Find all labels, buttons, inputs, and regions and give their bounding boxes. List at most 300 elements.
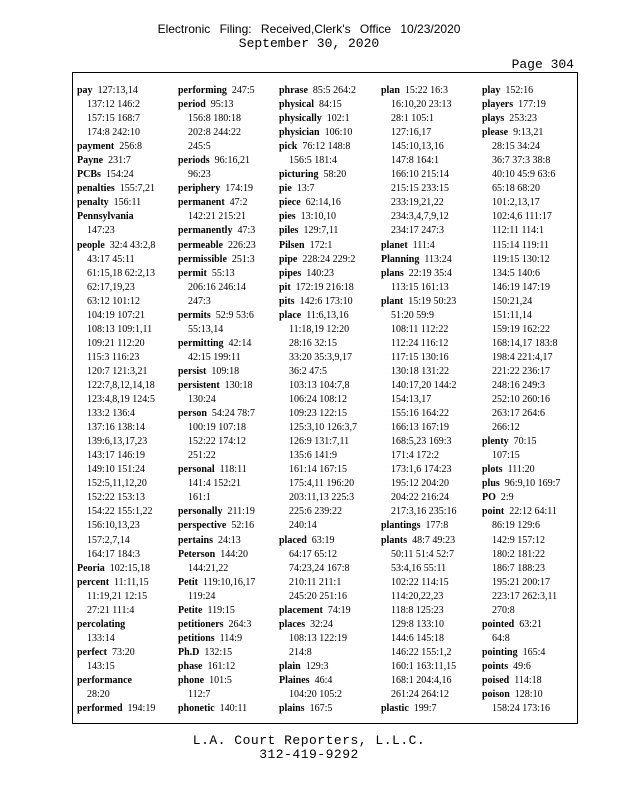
index-term: permissible	[178, 253, 227, 265]
page-line-ref: 194:19	[127, 703, 156, 714]
page-line-ref: 76:12 148:8	[302, 141, 351, 153]
page-line-ref: 115:3 116:23	[87, 351, 140, 363]
page-line-ref: 125:3,10 126:3,7	[289, 422, 358, 434]
page-line-ref: 36:7 37:3 38:8	[492, 155, 551, 167]
page-line-ref: 137:16 138:14	[87, 422, 146, 434]
page-line-ref: 137:12 146:2	[87, 99, 141, 111]
index-entry	[279, 140, 374, 168]
page-line-ref: 156:10,13,23	[87, 520, 140, 532]
page-line-ref: 46:4	[314, 674, 333, 686]
page-line-ref: 74:23,24 167:8	[289, 562, 350, 574]
index-term: poison	[482, 689, 510, 701]
index-entry	[482, 98, 577, 112]
index-term: plan	[381, 85, 400, 96]
page-line-ref: 186:7 188:23	[492, 562, 546, 574]
page-line-ref: 127:16,17	[391, 127, 432, 139]
page-line-ref: 146:22 155:1,2	[391, 646, 452, 658]
index-term: phrase	[279, 85, 308, 96]
index-entry	[178, 98, 273, 154]
page-line-ref: 106:24 108:12	[289, 394, 348, 406]
index-term: poised	[482, 674, 510, 686]
index-term: plots	[482, 464, 503, 476]
index-column-5	[482, 84, 577, 714]
page-line-ref: 174:19	[225, 183, 253, 195]
index-entry	[279, 295, 374, 309]
index-column-3	[279, 84, 374, 714]
page-line-ref: 168:5,23 169:3	[391, 436, 452, 448]
page-line-ref: 175:4,11 196:20	[289, 478, 355, 490]
page-line-ref: 61:15,18 62:2,13	[87, 267, 156, 279]
index-entry	[178, 660, 273, 674]
index-term: piece	[279, 197, 301, 209]
page-line-ref: 28:20	[87, 689, 110, 701]
page-line-ref: 130:24	[188, 394, 216, 406]
index-term: Peoria	[77, 562, 105, 574]
index-entry	[178, 505, 273, 519]
index-term: permitting	[178, 337, 224, 349]
page-line-ref: 129:7,11	[303, 225, 339, 237]
page-line-ref: 158:24 173:16	[492, 703, 551, 714]
page-line-ref: 112:7	[188, 689, 211, 701]
page-line-ref: 109:18	[211, 365, 240, 377]
index-term: plants	[381, 534, 408, 546]
index-term: Plaines	[279, 674, 310, 686]
index-term: pipes	[279, 267, 302, 279]
index-entry	[178, 618, 273, 632]
page-line-ref: 130:18	[224, 379, 253, 391]
index-entry	[381, 534, 476, 703]
page-line-ref: 251:22	[188, 450, 216, 462]
page-line-ref: 195:21 200:17	[492, 576, 551, 588]
index-entry	[178, 154, 273, 182]
index-term: periphery	[178, 183, 221, 195]
page-line-ref: 62:14,16	[305, 197, 341, 209]
page-line-ref: 9:13,21	[513, 127, 544, 139]
page-line-ref: 27:21 111:4	[87, 604, 135, 616]
index-entry	[381, 519, 476, 533]
index-entry	[178, 365, 273, 379]
page-line-ref: 253:23	[509, 113, 538, 125]
page-line-ref: 119:15	[207, 604, 235, 616]
page-line-ref: 177:19	[518, 99, 546, 111]
index-term: phone	[178, 674, 205, 686]
page-line-ref: 180:2 181:22	[492, 548, 546, 560]
page-line-ref: 225:6 239:22	[289, 506, 343, 518]
page-line-ref: 154:22 155:1,22	[87, 506, 153, 518]
page-line-ref: 58:20	[323, 169, 347, 181]
index-entry	[178, 196, 273, 224]
page-line-ref: 156:8 180:18	[188, 113, 242, 125]
index-entry	[279, 112, 374, 126]
page-line-ref: 142:21 215:21	[188, 211, 247, 223]
index-term: plastic	[381, 703, 409, 714]
index-entry	[279, 534, 374, 604]
index-term: plays	[482, 113, 505, 125]
index-entry	[381, 295, 476, 520]
index-term: Planning	[381, 253, 420, 265]
page-line-ref: 108:13 109:1,11	[87, 323, 153, 335]
index-term: players	[482, 99, 514, 111]
page-line-ref: 111:4	[412, 239, 435, 251]
page-line-ref: 172:19 216:18	[295, 281, 354, 293]
page-line-ref: 11:19,21 12:15	[87, 590, 148, 602]
page-line-ref: 118:8 125:23	[391, 604, 444, 616]
page-line-ref: 247:3	[188, 295, 211, 307]
index-entry	[482, 646, 577, 660]
index-entry	[482, 505, 577, 617]
index-term: please	[482, 127, 509, 139]
page-line-ref: 234:3,4,7,9,12	[391, 211, 449, 223]
index-term: permanent	[178, 197, 225, 209]
index-term: performed	[77, 703, 123, 714]
page-line-ref: 114:9	[219, 632, 243, 644]
index-column-1	[77, 84, 172, 714]
page-line-ref: 40:10 45:9 63:6	[492, 169, 556, 181]
index-term: pies	[279, 211, 296, 223]
page-line-ref: 112:24 116:12	[391, 337, 449, 349]
index-term: permits	[178, 309, 211, 321]
index-entry	[279, 702, 374, 714]
page-line-ref: 50:11 51:4 52:7	[391, 548, 454, 560]
page-line-ref: 52:9 53:6	[215, 309, 254, 321]
index-term: pie	[279, 183, 292, 195]
index-entry	[178, 702, 273, 714]
index-term: perspective	[178, 520, 227, 532]
page-line-ref: 114:18	[514, 674, 542, 686]
page-line-ref: 47:3	[237, 225, 256, 237]
page-line-ref: 166:10 215:14	[391, 169, 450, 181]
index-term: play	[482, 85, 501, 96]
index-entry	[482, 84, 577, 98]
index-entry	[279, 98, 374, 112]
page-line-ref: 202:8 244:22	[188, 127, 242, 139]
page-line-ref: 140:23	[306, 267, 335, 279]
page-line-ref: 144:6 145:18	[391, 632, 445, 644]
page-line-ref: 211:19	[227, 506, 255, 518]
page-line-ref: 119:10,16,17	[203, 576, 256, 588]
page-line-ref: 256:8	[119, 141, 143, 153]
page-line-ref: 164:17 184:3	[87, 548, 141, 560]
page-line-ref: 157:15 168:7	[87, 113, 141, 125]
page-line-ref: 74:19	[327, 604, 351, 616]
index-term: plant	[381, 295, 404, 307]
page-line-ref: 142:9 157:12	[492, 534, 546, 546]
index-entry	[77, 239, 172, 562]
index-term: phase	[178, 660, 203, 672]
page-line-ref: 100:19 107:18	[188, 422, 247, 434]
index-term: petitions	[178, 632, 215, 644]
page-line-ref: 226:23	[228, 239, 256, 251]
index-entry	[178, 646, 273, 660]
page-line-ref: 195:12 204:20	[391, 478, 450, 490]
page-line-ref: 24:13	[218, 534, 241, 546]
index-entry	[279, 168, 374, 182]
page-line-ref: 247:5	[231, 85, 255, 96]
index-entry	[482, 491, 577, 505]
index-entry	[77, 182, 172, 196]
page-line-ref: 155:7,21	[119, 183, 156, 195]
page-line-ref: 28:15 34:24	[492, 141, 541, 153]
page-line-ref: 15:22 16:3	[404, 85, 448, 96]
page-line-ref: 144:21,22	[188, 562, 229, 574]
index-entry	[77, 674, 172, 702]
page-line-ref: 171:4 172:2	[391, 450, 440, 462]
page-line-ref: 28:1 105:1	[391, 113, 435, 125]
index-term: plantings	[381, 520, 421, 532]
page-line-ref: 52:16	[231, 520, 255, 532]
index-term: penalty	[77, 197, 109, 209]
index-entry	[178, 379, 273, 407]
page-line-ref: 119:24	[188, 590, 216, 602]
page-line-ref: 133:2 136:4	[87, 408, 136, 420]
page-line-ref: 120:7 121:3,21	[87, 365, 148, 377]
index-term: physically	[279, 113, 322, 125]
page-line-ref: 73:20	[111, 646, 135, 658]
page-line-ref: 206:16 246:14	[188, 281, 247, 293]
index-term: percolating	[77, 618, 126, 630]
page-line-ref: 172:1	[309, 239, 333, 251]
page-line-ref: 231:7	[108, 155, 131, 167]
index-term: pipe	[279, 253, 298, 265]
page-line-ref: 95:13	[210, 99, 234, 111]
page-line-ref: 2:9	[500, 492, 514, 504]
page-line-ref: 129:8 133:10	[391, 618, 445, 630]
index-term: PCBs	[77, 169, 101, 181]
page-line-ref: 106:10	[324, 127, 353, 139]
page-line-ref: 147:8 164:1	[391, 155, 440, 167]
index-entry	[178, 84, 273, 98]
page-line-ref: 144:20	[220, 548, 248, 560]
page-line-ref: 102:15,18	[109, 562, 151, 574]
page-line-ref: 223:17 262:3,11	[492, 590, 558, 602]
index-term: pointed	[482, 618, 515, 630]
page-line-ref: 152:16	[505, 85, 534, 96]
page-line-ref: 122:7,8,12,14,18	[87, 379, 155, 391]
page-line-ref: 214:8	[289, 646, 312, 658]
page-line-ref: 96:23	[188, 169, 211, 181]
page-line-ref: 108:13 122:19	[289, 632, 348, 644]
page-line-ref: 166:13 167:19	[391, 422, 450, 434]
page-line-ref: 54:24 78:7	[211, 408, 255, 420]
index-term: percent	[77, 576, 110, 588]
page-line-ref: 55:13,14	[188, 323, 224, 335]
word-index	[73, 84, 578, 714]
page-line-ref: 127:13,14	[97, 85, 138, 96]
index-entry	[279, 196, 374, 210]
page-line-ref: 134:5 140:6	[492, 267, 541, 279]
page-line-ref: 252:10 260:16	[492, 394, 551, 406]
index-term: personal	[178, 464, 215, 476]
index-entry	[381, 239, 476, 253]
page-number: Page 304	[511, 57, 574, 72]
index-entry	[482, 112, 577, 126]
index-term: pertains	[178, 534, 213, 546]
index-entry	[381, 702, 476, 714]
page-line-ref: 102:22 114:15	[391, 576, 449, 588]
index-entry	[178, 548, 273, 576]
page-line-ref: 248:16 249:3	[492, 379, 546, 391]
index-term: physician	[279, 127, 320, 139]
index-term: pits	[279, 295, 295, 307]
page-line-ref: 113:15 161:13	[391, 281, 449, 293]
page-line-ref: 51:20 59:9	[391, 309, 435, 321]
page-line-ref: 101:2,13,17	[492, 197, 540, 209]
index-term: performance	[77, 674, 132, 686]
page-line-ref: 13:7	[296, 183, 315, 195]
page-line-ref: 128:10	[514, 689, 543, 701]
page-line-ref: 151:11,14	[492, 309, 532, 321]
page-line-ref: 161:12	[207, 660, 236, 672]
page-line-ref: 22:19 35:4	[408, 267, 452, 279]
page-line-ref: 204:22 216:24	[391, 492, 450, 504]
index-entry	[482, 688, 577, 714]
index-column-2	[178, 84, 273, 714]
page-line-ref: 32:24	[310, 618, 333, 630]
page-line-ref: 139:6,13,17,23	[87, 436, 148, 448]
page-line-ref: 264:3	[228, 618, 252, 630]
index-entry	[178, 632, 273, 646]
index-term: pick	[279, 141, 298, 153]
page-line-ref: 11:6,13,16	[306, 309, 349, 321]
index-term: point	[482, 506, 505, 518]
page-line-ref: 157:2,7,14	[87, 534, 130, 546]
page-line-ref: 165:4	[522, 646, 546, 658]
index-term: placement	[279, 604, 323, 616]
index-term: points	[482, 660, 509, 672]
index-term: petitioners	[178, 618, 224, 630]
page-line-ref: 70:15	[513, 436, 537, 448]
page-line-ref: 145:10,13,16	[391, 141, 444, 153]
index-entry	[482, 674, 577, 688]
page-line-ref: 129:3	[305, 660, 329, 672]
index-term: picturing	[279, 169, 319, 181]
page-line-ref: 115:14 119:11	[492, 239, 549, 251]
page-line-ref: 154:13,17	[391, 394, 432, 406]
page-line-ref: 135:6 141:9	[289, 450, 338, 462]
index-entry	[482, 477, 577, 491]
index-entry	[279, 281, 374, 295]
page-line-ref: 65:18 68:20	[492, 183, 541, 195]
index-entry	[178, 309, 273, 337]
index-term: permanently	[178, 225, 233, 237]
page-line-ref: 107:15	[492, 450, 520, 462]
page-line-ref: 111:20	[507, 464, 535, 476]
index-entry	[279, 224, 374, 238]
index-entry	[77, 196, 172, 210]
page-line-ref: 123:4,8,19 124:5	[87, 394, 156, 406]
index-term: Peterson	[178, 548, 216, 560]
index-entry	[77, 154, 172, 168]
index-entry	[178, 407, 273, 463]
page-line-ref: 28:16 32:15	[289, 337, 338, 349]
page-line-ref: 64:17 65:12	[289, 548, 338, 560]
index-entry	[178, 604, 273, 618]
page-line-ref: 234:17 247:3	[391, 225, 445, 237]
page-line-ref: 215:15 233:15	[391, 183, 450, 195]
page-line-ref: 11:11,15	[114, 576, 149, 588]
index-entry	[279, 267, 374, 281]
index-term: person	[178, 408, 207, 420]
index-term: pay	[77, 85, 93, 96]
page-line-ref: 108:11 112:22	[391, 323, 449, 335]
index-term: pointing	[482, 646, 518, 658]
index-term: plain	[279, 660, 301, 672]
index-term: people	[77, 239, 105, 251]
page-line-ref: 47:2	[229, 197, 248, 209]
index-entry	[381, 253, 476, 267]
index-entry	[178, 463, 273, 505]
page-line-ref: 118:11	[219, 464, 247, 476]
page-line-ref: 43:17 45:11	[87, 253, 135, 265]
index-entry	[381, 84, 476, 239]
index-entry	[279, 182, 374, 196]
page-line-ref: 85:5 264:2	[312, 85, 356, 96]
page-line-ref: 53:4,16 55:11	[391, 562, 447, 574]
page-line-ref: 113:24	[424, 253, 452, 265]
index-term: personally	[178, 506, 223, 518]
index-entry	[178, 337, 273, 365]
index-term: places	[279, 618, 306, 630]
page-line-ref: 13:10,10	[300, 211, 336, 223]
page-line-ref: 155:16 164:22	[391, 408, 450, 420]
page-line-ref: 198:4 221:4,17	[492, 351, 553, 363]
page-line-ref: 48:7 49:23	[412, 534, 456, 546]
index-entry	[279, 210, 374, 224]
page-line-ref: 63:19	[311, 534, 335, 546]
page-line-ref: 109:23 122:15	[289, 408, 348, 420]
page-line-ref: 154:24	[105, 169, 134, 181]
index-entry	[279, 674, 374, 702]
index-term: phonetic	[178, 703, 215, 714]
page-line-ref: 102:1	[326, 113, 350, 125]
page-line-ref: 203:11,13 225:3	[289, 492, 355, 504]
page-line-ref: 42:15 199:11	[188, 351, 241, 363]
page-line-ref: 240:14	[289, 520, 317, 532]
index-entry	[482, 463, 577, 477]
index-entry	[77, 618, 172, 646]
page-line-ref: 251:3	[231, 253, 255, 265]
page-line-ref: 160:1 163:11,15	[391, 660, 457, 672]
index-entry	[178, 239, 273, 253]
page-line-ref: 119:15 130:12	[492, 253, 550, 265]
page-line-ref: 36:2 47:5	[289, 365, 328, 377]
page-line-ref: 104:20 105:2	[289, 689, 343, 701]
index-entry	[178, 267, 273, 309]
index-term: Pilsen	[279, 239, 305, 251]
page-line-ref: 49:6	[513, 660, 531, 672]
page-line-ref: 228:24 229:2	[302, 253, 356, 265]
index-entry	[279, 618, 374, 660]
index-entry	[178, 253, 273, 267]
index-term: plans	[381, 267, 404, 279]
page-line-ref: 245:20 251:16	[289, 590, 348, 602]
index-term: piles	[279, 225, 299, 237]
page-line-ref: 132:15	[204, 646, 233, 658]
index-entry	[178, 182, 273, 196]
index-term: performing	[178, 85, 227, 96]
page-line-ref: 263:17 264:6	[492, 408, 546, 420]
index-term: payment	[77, 141, 115, 153]
index-term: perfect	[77, 646, 107, 658]
page-line-ref: 117:15 130:16	[391, 351, 449, 363]
page-line-ref: 199:7	[413, 703, 437, 714]
page-line-ref: 149:10 151:24	[87, 464, 146, 476]
page-line-ref: 109:21 112:20	[87, 337, 145, 349]
page-line-ref: 22:12 64:11	[509, 506, 557, 518]
page-line-ref: 245:5	[188, 141, 211, 153]
index-entry	[279, 309, 374, 534]
page-line-ref: 174:8 242:10	[87, 127, 141, 139]
